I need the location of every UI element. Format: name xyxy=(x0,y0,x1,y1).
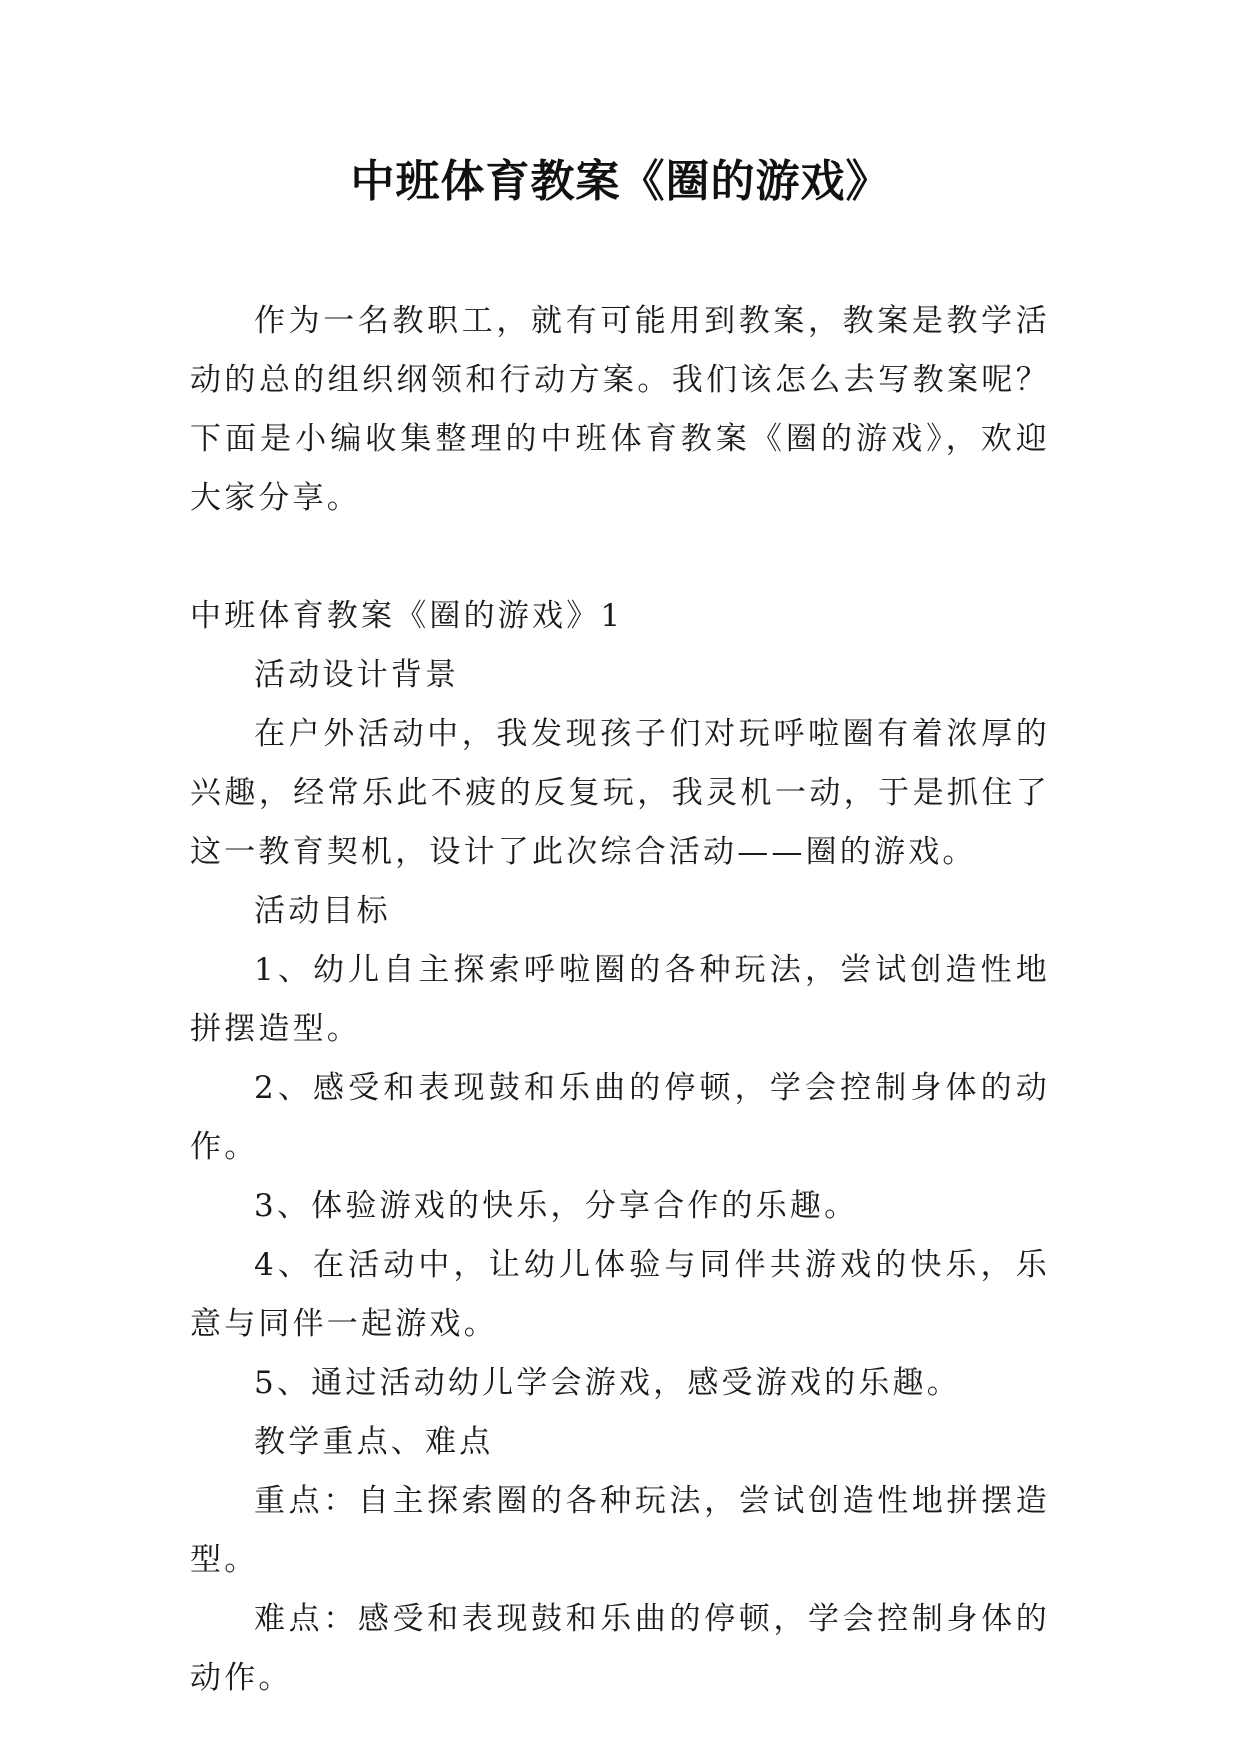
difficulty-point: 难点：感受和表现鼓和乐曲的停顿，学会控制身体的动作。 xyxy=(190,1601,1050,1696)
key-point: 重点：自主探索圈的各种玩法，尝试创造性地拼摆造型。 xyxy=(190,1483,1050,1578)
intro-paragraph: 作为一名教职工，就有可能用到教案，教案是教学活动的总的组织纲领和行动方案。我们该怎么去写教案呢？下面是小编收集整理的中班体育教案《圈的游戏》，欢迎大家分享。 xyxy=(190,303,1050,516)
goal-item: 2、感受和表现鼓和乐曲的停顿，学会控制身体的动作。 xyxy=(190,1070,1050,1165)
key-points-heading: 教学重点、难点 xyxy=(254,1424,494,1460)
goal-item: 1、幼儿自主探索呼啦圈的各种玩法，尝试创造性地拼摆造型。 xyxy=(190,952,1050,1047)
goal-item: 3、体验游戏的快乐，分享合作的乐趣。 xyxy=(254,1188,859,1224)
page-title: 中班体育教案《圈的游戏》 xyxy=(350,156,891,207)
document-body xyxy=(190,292,1050,1708)
goal-item: 5、通过活动幼儿学会游戏，感受游戏的乐趣。 xyxy=(254,1365,961,1401)
goals-heading: 活动目标 xyxy=(254,893,391,929)
goal-item: 4、在活动中，让幼儿体验与同伴共游戏的快乐，乐意与同伴一起游戏。 xyxy=(190,1247,1050,1342)
paragraph-spacer xyxy=(190,528,1050,587)
background-heading: 活动设计背景 xyxy=(254,657,460,693)
section-title: 中班体育教案《圈的游戏》1 xyxy=(190,598,624,634)
background-paragraph: 在户外活动中，我发现孩子们对玩呼啦圈有着浓厚的兴趣，经常乐此不疲的反复玩，我灵机一动，于是抓住了这一教育契机，设计了此次综合活动——圈的游戏。 xyxy=(190,716,1050,870)
